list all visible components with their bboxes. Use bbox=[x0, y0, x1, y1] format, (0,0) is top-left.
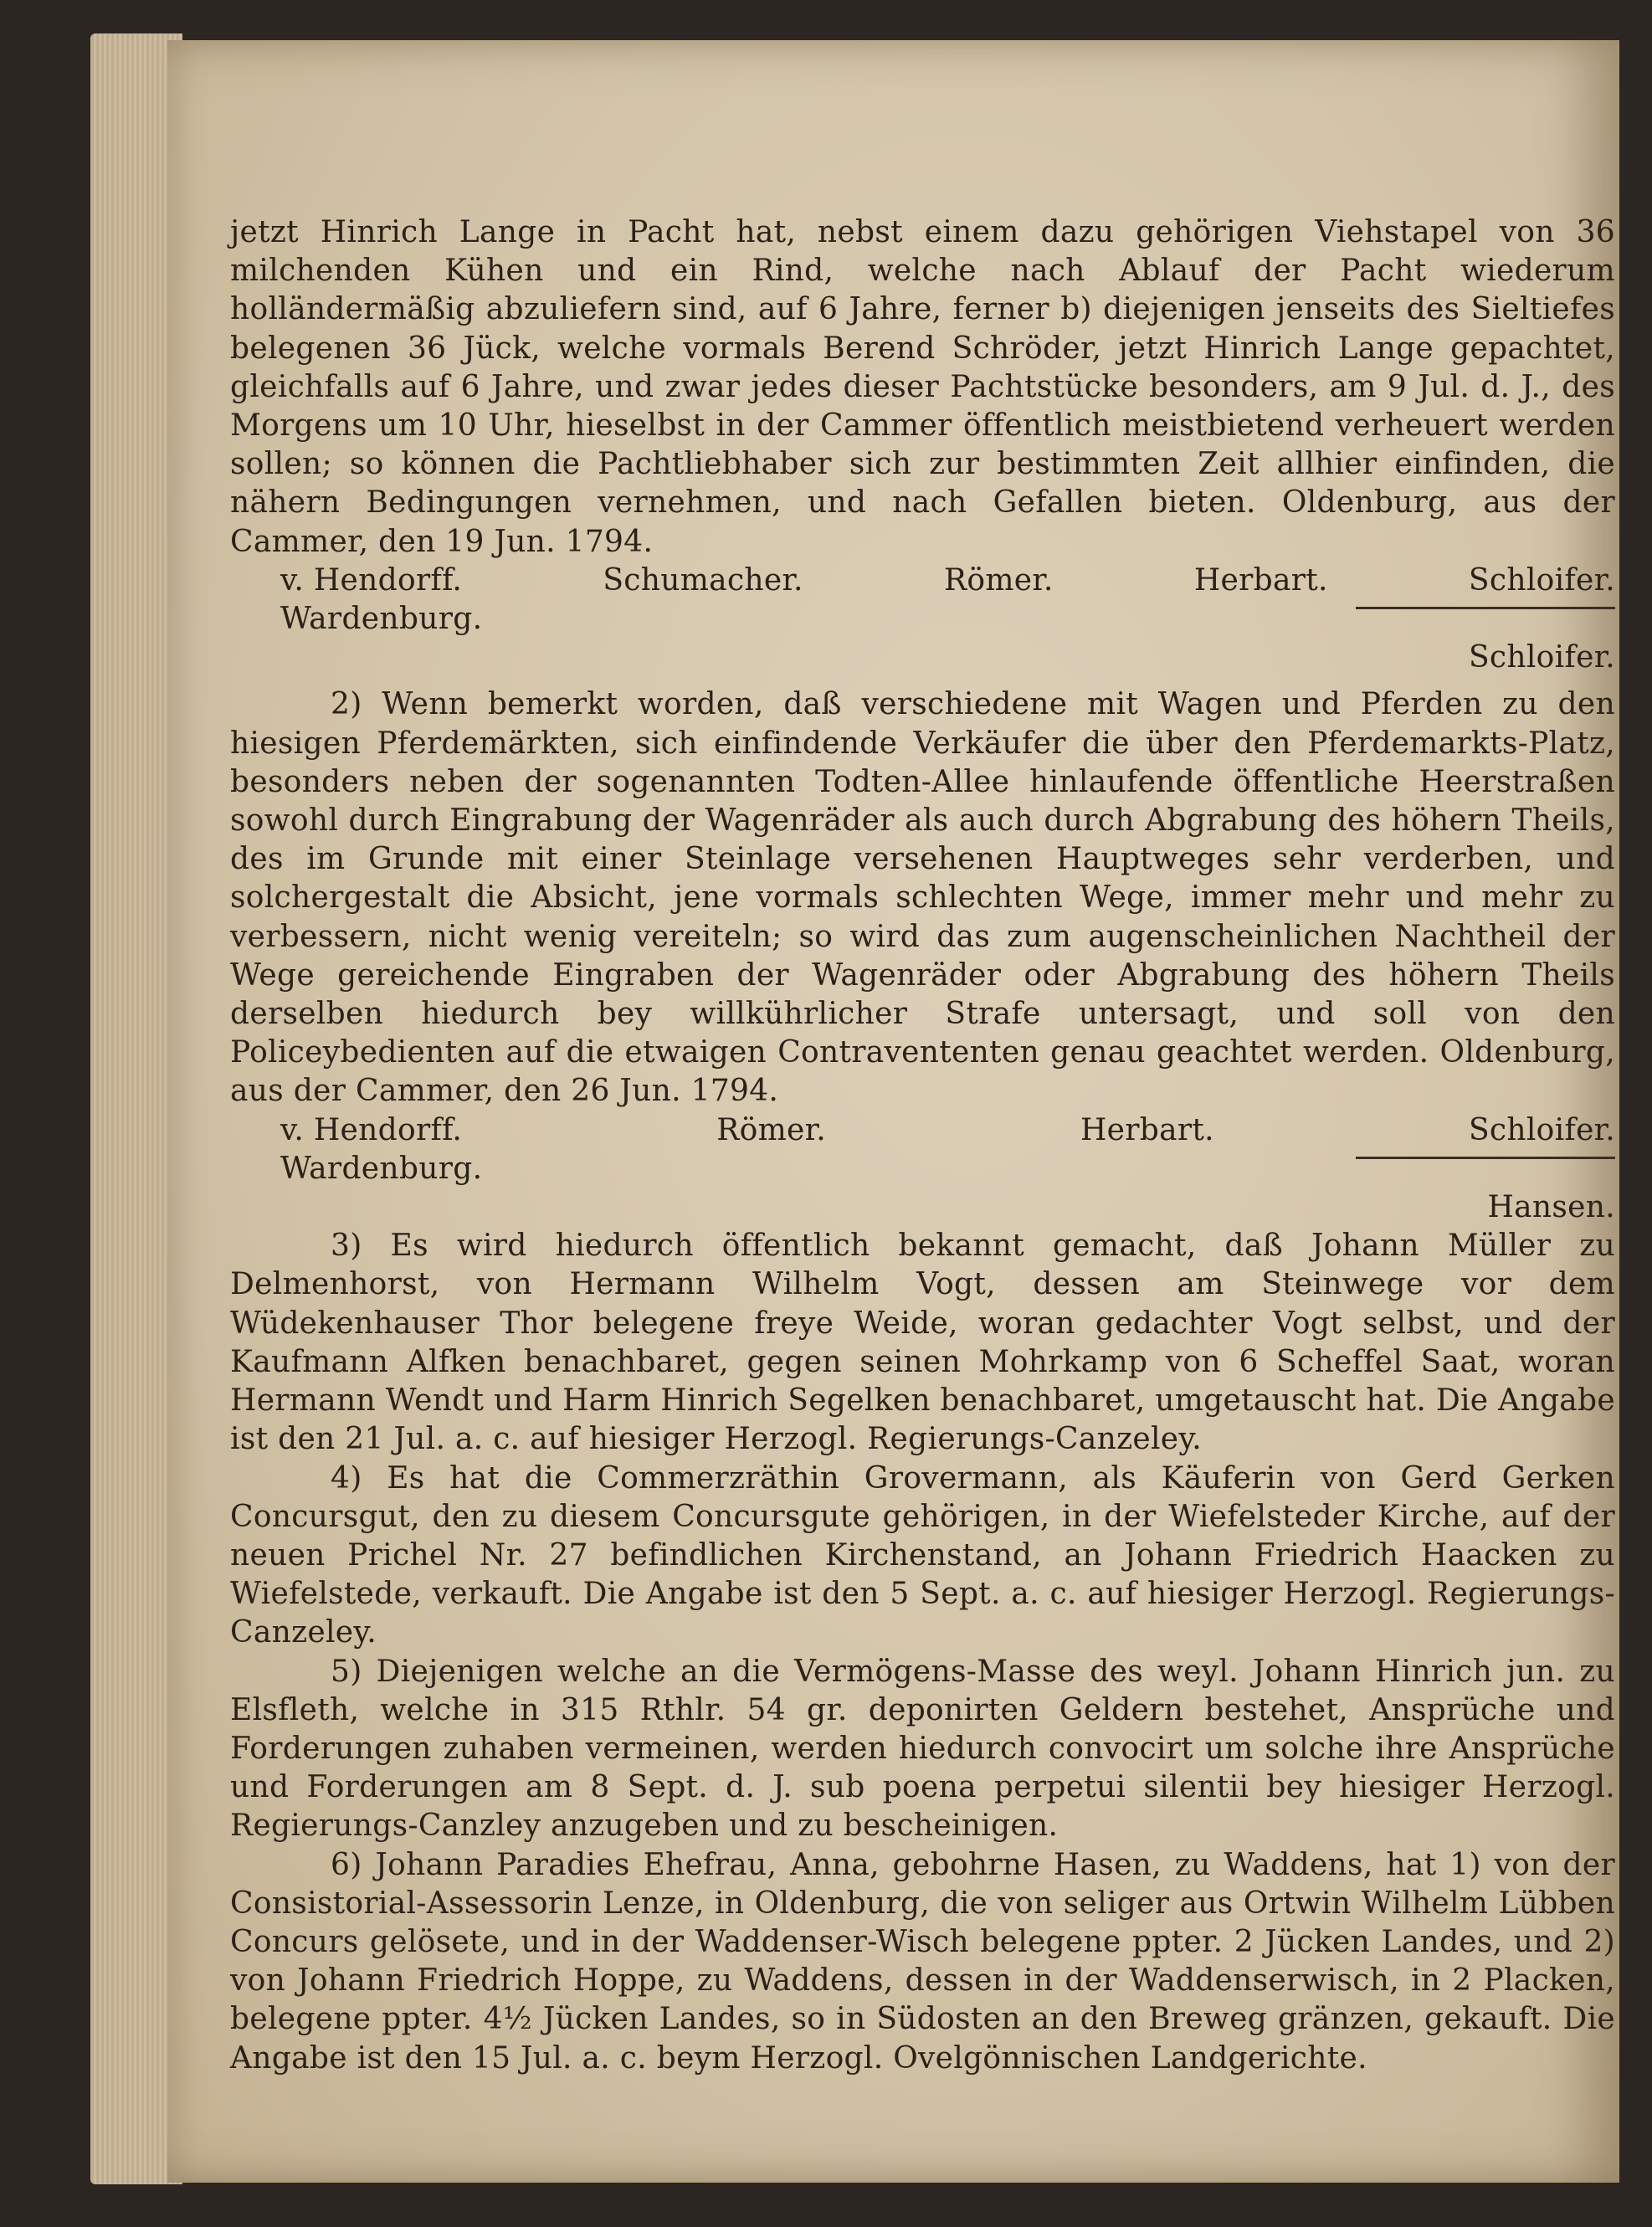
signature-divider-rule bbox=[1356, 1157, 1615, 1159]
signature-divider-rule bbox=[1356, 607, 1615, 609]
signature: Wardenburg. bbox=[280, 1151, 483, 1186]
countersignature: Hansen. bbox=[1487, 1190, 1615, 1225]
countersignature: Schloifer. bbox=[1468, 640, 1615, 675]
notice-2-signature-row-2 bbox=[230, 1150, 1615, 1188]
notice-2-text: 2) Wenn bemerkt worden, daß verschiedene mit Wagen und Pferden zu den hiesigen Pferdemärkten, sich einfindende Verkäufer die über den Pferdemarkts-Platz, besonders neben der sogenannten Todten-Allee hinlaufende öffentliche Heerstraßen sowohl durch Eingrabung der Wagenräder als auch durch Abgrabung des höhern Theils, des im Grunde mit einer Steinlage versehenen Hauptweges sehr verderben, und solchergestalt die Absicht, jene vormals schlechten Wege, immer mehr und mehr zu verbessern, nicht wenig vereiteln; so wird das zum augenscheinlichen Nachtheil der Wege gereichende Eingraben der Wagenräder oder Abgrabung des höhern Theils derselben hiedurch bey willkührlicher Strafe untersagt, und soll von den Policeybedienten auf die etwaigen Contravententen genau geachtet werden. Oldenburg, aus der Cammer, den 26 Jun. 1794. bbox=[230, 687, 1615, 1109]
notice-4-text: 4) Es hat die Commerzräthin Grovermann, als Käuferin von Gerd Gerken Concursgut, den zu diesem Concursgute gehörigen, in der Wiefelsteder Kirche, auf der neuen Prichel Nr. 27 befindlichen Kirchenstand, an Johann Friedrich Haacken zu Wiefelstede, verkauft. Die Angabe ist den 5 Sept. a. c. auf hiesiger Herzogl. Regierungs-Canzeley. bbox=[230, 1460, 1615, 1650]
notice-1-signature-row-2 bbox=[230, 600, 1615, 639]
notice-5-text: 5) Diejenigen welche an die Vermögens-Masse des weyl. Johann Hinrich jun. zu Elsfleth, welche in 315 Rthlr. 54 gr. deponirten Geldern bestehet, Ansprüche und Forderungen zuhaben vermeinen, werden hiedurch convocirt um solche ihre Ansprüche und Forderungen am 8 Sept. d. J. sub poena perpetui silentii bey hiesiger Herzogl. Regierungs-Canzley anzugeben und zu bescheinigen. bbox=[230, 1654, 1615, 1844]
signature: Wardenburg. bbox=[280, 602, 483, 637]
signature: v. Hendorff. bbox=[280, 562, 463, 598]
signature: Herbart. bbox=[1080, 1112, 1214, 1147]
signature: Schloifer. bbox=[1468, 562, 1615, 598]
signature: v. Hendorff. bbox=[280, 1112, 463, 1147]
signature: Römer. bbox=[943, 562, 1054, 598]
notice-1-signatures bbox=[230, 562, 1615, 600]
signature: Herbart. bbox=[1193, 562, 1328, 598]
signature: Schloifer. bbox=[1468, 1112, 1615, 1147]
signature: Römer. bbox=[716, 1112, 826, 1147]
notice-2-signatures bbox=[230, 1111, 1615, 1150]
notice-3-text: 3) Es wird hiedurch öffentlich bekannt gemacht, daß Johann Müller zu Delmenhorst, von Hermann Wilhelm Vogt, dessen am Steinwege vor dem Wüdekenhauser Thor belegene freye Weide, woran gedachter Vogt selbst, und der Kaufmann Alfken benachbaret, gegen seinen Mohrkamp von 6 Scheffel Saat, woran Hermann Wendt und Harm Hinrich Segelken benachbaret, umgetauscht hat. Die Angabe ist den 21 Jul. a. c. auf hiesiger Herzogl. Regierungs-Canzeley. bbox=[230, 1229, 1615, 1457]
notice-1-text: jetzt Hinrich Lange in Pacht hat, nebst einem dazu gehörigen Viehstapel von 36 milchenden Kühen und ein Rind, welche nach Ablauf der Pacht wiederum holländermäßig abzuliefern sind, auf 6 Jahre, ferner b) diejenigen jenseits des Sieltiefes belegenen 36 Jück, welche vormals Berend Schröder, jetzt Hinrich Lange gepachtet, gleichfalls auf 6 Jahre, und zwar jedes dieser Pachtstücke besonders, am 9 Jul. d. J., des Morgens um 10 Uhr, hieselbst in der Cammer öffentlich meistbietend verheuert werden sollen; so können die Pachtliebhaber sich zur bestimmten Zeit allhier einfinden, die nähern Bedingungen vernehmen, und nach Gefallen bieten. Oldenburg, aus der Cammer, den 19 Jun. 1794. bbox=[230, 215, 1615, 559]
notice-6-text: 6) Johann Paradies Ehefrau, Anna, gebohrne Hasen, zu Waddens, hat 1) von der Consistorial-Assessorin Lenze, in Oldenburg, die von seliger aus Ortwin Wilhelm Lübben Concurs gelösete, und in der Waddenser-Wisch belegene ppter. 2 Jücken Landes, und 2) von Johann Friedrich Hoppe, zu Waddens, dessen in der Waddenserwisch, in 2 Placken, belegene ppter. 4½ Jücken Landes, so in Südosten an den Breweg gränzen, gekauft. Die Angabe ist den 15 Jul. a. c. beym Herzogl. Ovelgönnischen Landgerichte. bbox=[230, 1847, 1615, 2076]
page-text bbox=[230, 213, 1615, 2078]
signature: Schumacher. bbox=[603, 562, 803, 598]
